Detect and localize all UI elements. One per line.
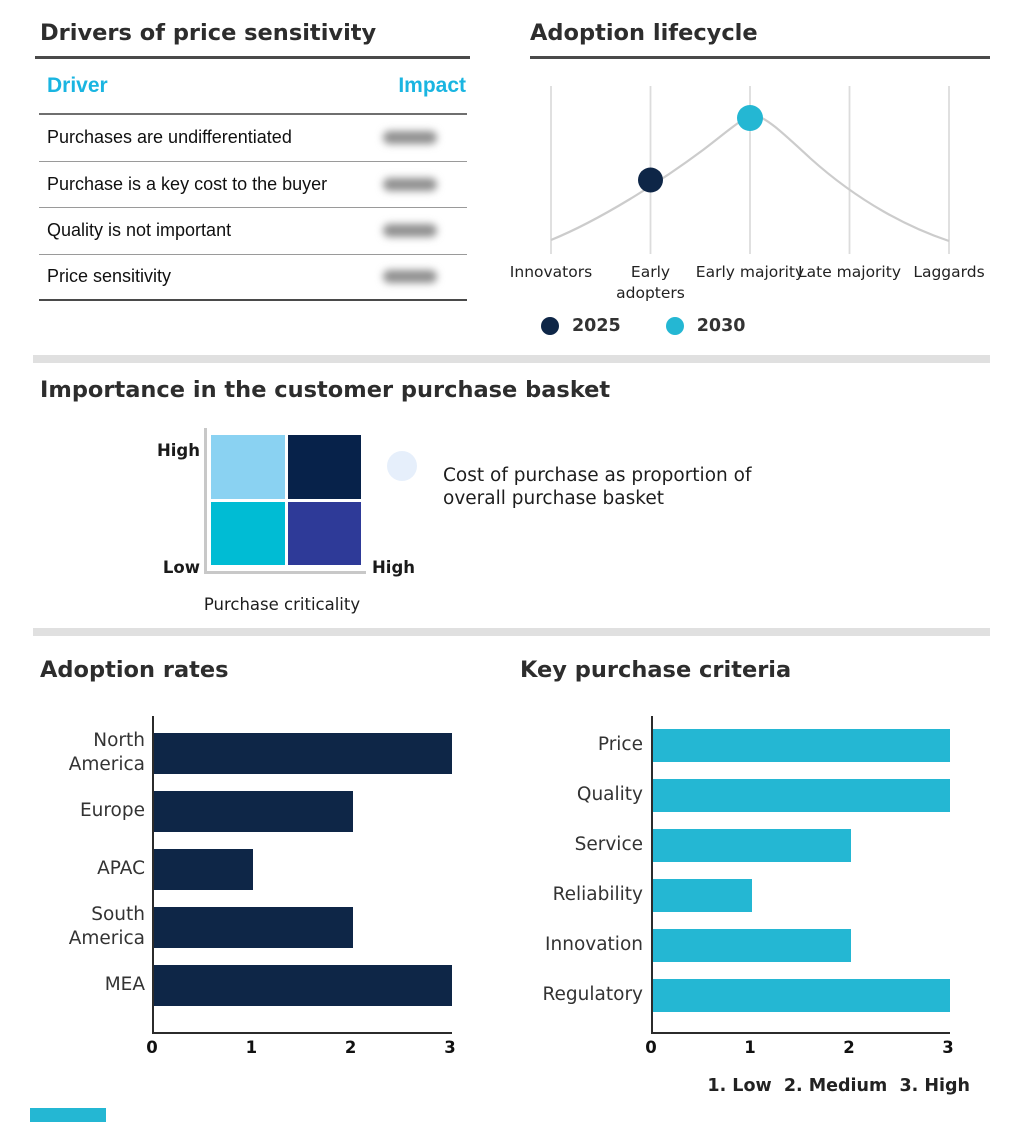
lifecycle-x-label: Late majority (798, 263, 901, 281)
bar-label: MEA (104, 973, 145, 995)
bar-label: Innovation (545, 933, 643, 955)
basket-section-title: Importance in the customer purchase basket (40, 377, 611, 403)
driver-column-header: Driver (47, 74, 108, 97)
quadrant-bottom-left (211, 502, 285, 566)
table-row (39, 162, 467, 209)
matrix-y-low-label: Low (162, 558, 200, 577)
table-header-row (47, 74, 466, 98)
lifecycle-x-labels (509, 262, 985, 306)
axis-tick-label: 0 (645, 1038, 657, 1057)
driver-cell: Purchases are undifferentiated (47, 127, 292, 148)
bar-label: North America (68, 729, 145, 775)
impact-column-header: Impact (398, 74, 466, 97)
legend-dot (666, 317, 684, 335)
bar-label: APAC (97, 857, 145, 879)
matrix-y-axis (204, 428, 207, 574)
adoption-rates-title: Adoption rates (40, 657, 229, 683)
driver-cell: Quality is not important (47, 220, 232, 241)
purchase-criteria-title: Key purchase criteria (520, 657, 792, 683)
axis-tick-label: 3 (444, 1038, 456, 1057)
legend-label: 2030 (696, 316, 746, 336)
drivers-section-title: Drivers of price sensitivity (40, 20, 377, 46)
bar (653, 779, 950, 812)
bar-label: Regulatory (542, 983, 643, 1005)
axis-tick-label: 2 (843, 1038, 855, 1057)
axis-tick-label: 0 (146, 1038, 158, 1057)
two-by-two-matrix (211, 435, 361, 565)
lifecycle-legend (541, 316, 745, 336)
legend-item (666, 316, 746, 336)
bar (653, 929, 851, 962)
impact-value-redacted (383, 270, 437, 283)
impact-value-redacted (383, 178, 437, 191)
impact-value-redacted (383, 131, 437, 144)
table-row (39, 115, 467, 162)
bar (653, 829, 851, 862)
adoption-rates-labels (20, 716, 145, 1032)
bar-label: Price (597, 733, 643, 755)
lifecycle-x-label: Early majority (695, 263, 805, 281)
legend-dot (541, 317, 559, 335)
drivers-table-body (39, 115, 467, 301)
table-row (39, 208, 467, 255)
data-point-2025 (638, 168, 663, 193)
legend-label: 2025 (572, 316, 621, 336)
driver-cell: Purchase is a key cost to the buyer (47, 173, 328, 194)
lifecycle-section-title: Adoption lifecycle (530, 20, 758, 46)
section-divider (33, 355, 990, 363)
scale-note: 1. Low 2. Medium 3. High (707, 1076, 970, 1096)
axis-tick-label: 3 (942, 1038, 954, 1057)
bar-label: Service (574, 833, 643, 855)
matrix-y-high-label: High (156, 441, 200, 460)
bar-label: South America (68, 903, 145, 949)
lifecycle-chart (540, 86, 960, 254)
quadrant-top-right (288, 435, 362, 499)
basket-annotation: Cost of purchase as proportion of overall purchase basket (443, 465, 752, 510)
quadrant-bottom-right (288, 502, 362, 566)
matrix-xlabel: Purchase criticality (203, 595, 361, 614)
matrix-x-high-label: High (372, 558, 416, 577)
bell-curve-plot (540, 86, 960, 254)
adoption-rates-ticks (146, 1038, 456, 1060)
bar (154, 791, 353, 832)
bar (154, 733, 452, 774)
bar-label: Quality (576, 783, 643, 805)
footer-accent-bar (30, 1108, 106, 1122)
purchase-criteria-plot (651, 716, 950, 1034)
section-divider (33, 628, 990, 636)
bar (154, 849, 253, 890)
axis-tick-label: 2 (344, 1038, 357, 1057)
bar (653, 979, 950, 1012)
title-rule (530, 56, 990, 59)
title-rule (35, 56, 470, 59)
axis-tick-label: 1 (245, 1038, 258, 1057)
driver-cell: Price sensitivity (47, 266, 172, 287)
adoption-rates-plot (152, 716, 452, 1034)
legend-item (541, 316, 621, 336)
purchase-criteria-ticks (645, 1038, 954, 1060)
data-point-2030 (737, 105, 763, 131)
matrix-x-axis (204, 571, 366, 574)
impact-value-redacted (383, 224, 437, 237)
quadrant-top-left (211, 435, 285, 499)
bar (653, 729, 950, 762)
table-row (39, 255, 467, 302)
lifecycle-x-label: Innovators (509, 263, 593, 281)
lifecycle-x-label: Laggards (913, 263, 985, 281)
axis-tick-label: 1 (744, 1038, 756, 1057)
bar (154, 907, 353, 948)
lifecycle-x-label: Early adopters (616, 263, 685, 302)
bar (154, 965, 452, 1006)
purchase-criteria-labels (505, 716, 643, 1032)
bar-label: Reliability (552, 883, 643, 905)
bar-label: Europe (79, 799, 145, 821)
matrix-marker-dot (387, 451, 417, 481)
bar (653, 879, 752, 912)
